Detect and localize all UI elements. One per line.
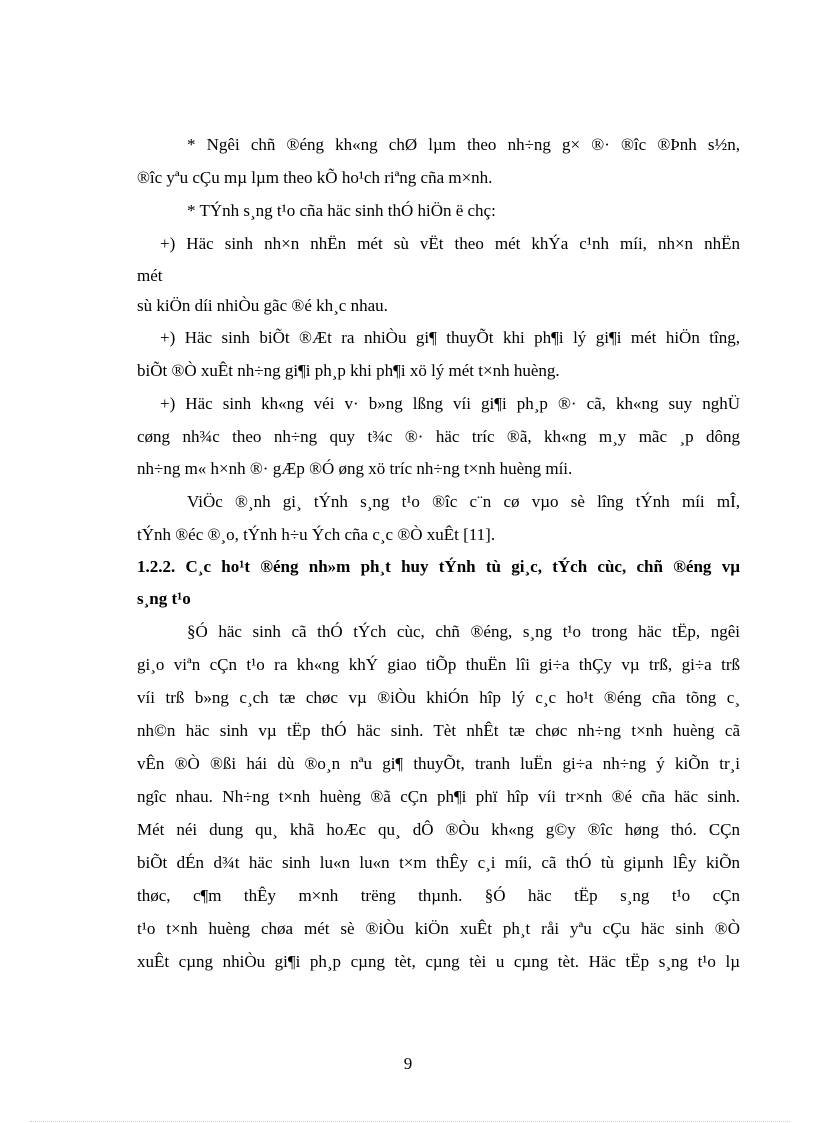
paragraph-line-20: Mét néi dung qu¸ khã hoÆc qu¸ dÔ ®Òu kh«ng g©y ®îc høng thó. CÇn — [137, 820, 740, 839]
paragraph-line-8: biÕt ®Ò xuÊt nh÷ng gi¶i ph¸p khi ph¶i xö lý mét t×nh huèng. — [137, 361, 560, 380]
paragraph-line-22: thøc, c¶m thÊy m×nh trëng thµnh. §Ó häc tËp s¸ng t¹o cÇn — [137, 886, 740, 905]
paragraph-line-13: tÝnh ®éc ®¸o, tÝnh h÷u Ých cña c¸c ®Ò xuÊt [11]. — [137, 525, 496, 544]
paragraph-line-24: xuÊt cµng nhiÒu gi¶i ph¸p cµng tèt, cµng tèi u cµng tèt. Häc tËp s¸ng t¹o lµ — [137, 952, 740, 971]
paragraph-line-7: +) Häc sinh biÕt ®Æt ra nhiÒu gi¶ thuyÕt khi ph¶i lý gi¶i mét hiÖn tîng, — [160, 328, 740, 347]
paragraph-line-18: vÊn ®Ò ®ßi hái dù ®o¸n nªu gi¶ thuyÕt, tranh luËn gi÷a nh÷ng ý kiÕn tr¸i — [137, 754, 740, 773]
paragraph-line-5: mét — [137, 266, 163, 285]
paragraph-line-2: ®îc yªu cÇu mµ lµm theo kÕ ho¹ch riªng cña m×nh. — [137, 168, 493, 187]
paragraph-line-10: cøng nh¾c theo nh÷ng quy t¾c ®· häc tríc ®ã, kh«ng m¸y mãc ¸p dông — [137, 427, 740, 446]
paragraph-line-19: ngîc nhau. Nh÷ng t×nh huèng ®ã cÇn ph¶i phï hîp víi tr×nh ®é cña häc sinh. — [137, 787, 740, 806]
paragraph-line-11: nh÷ng m« h×nh ®· gÆp ®Ó øng xö tríc nh÷ng t×nh huèng míi. — [137, 459, 573, 478]
paragraph-line-12: ViÖc ®¸nh gi¸ tÝnh s¸ng t¹o ®îc c¨n cø vµo sè lîng tÝnh míi mÎ, — [187, 492, 740, 511]
paragraph-line-15: gi¸o viªn cÇn t¹o ra kh«ng khÝ giao tiÕp thuËn lîi gi÷a thÇy vµ trß, gi÷a trß — [137, 655, 740, 674]
paragraph-line-4: +) Häc sinh nh×n nhËn mét sù vËt theo mét khÝa c¹nh míi, nh×n nhËn — [160, 234, 740, 253]
paragraph-line-17: nh©n häc sinh vµ tËp thÓ häc sinh. Tèt nhÊt tæ chøc nh÷ng t×nh huèng cã — [137, 721, 740, 740]
paragraph-line-9: +) Häc sinh kh«ng véi v· b»ng lßng víi gi¶i ph¸p ®· cã, kh«ng suy nghÜ — [160, 394, 740, 413]
paragraph-line-16: víi trß b»ng c¸ch tæ chøc vµ ®iÒu khiÓn hîp lý c¸c ho¹t ®éng cña tõng c¸ — [137, 688, 740, 707]
section-heading-line-1: 1.2.2. C¸c ho¹t ®éng nh»m ph¸t huy tÝnh tù gi¸c, tÝch cùc, chñ ®éng vµ — [137, 557, 740, 576]
section-heading-line-2: s¸ng t¹o — [137, 589, 191, 608]
paragraph-line-14: §Ó häc sinh cã thÓ tÝch cùc, chñ ®éng, s¸ng t¹o trong häc tËp, ngêi — [187, 622, 740, 641]
paragraph-line-1: * Ngêi chñ ®éng kh«ng chØ lµm theo nh÷ng g× ®· ®îc ®Þnh s½n, — [187, 135, 740, 154]
paragraph-line-3: * TÝnh s¸ng t¹o cña häc sinh thÓ hiÖn ë chç: — [187, 201, 496, 220]
paragraph-line-6: sù kiÖn díi nhiÒu gãc ®é kh¸c nhau. — [137, 296, 388, 315]
paragraph-line-21: biÕt dÉn d¾t häc sinh lu«n lu«n t×m thÊy c¸i míi, cã thÓ tù giµnh lÊy kiÕn — [137, 853, 740, 872]
paragraph-line-23: t¹o t×nh huèng chøa mét sè ®iÒu kiÖn xuÊt ph¸t råi yªu cÇu häc sinh ®Ò — [137, 919, 740, 938]
page-number: 9 — [403, 1054, 413, 1073]
page-bottom-divider — [30, 1121, 790, 1122]
